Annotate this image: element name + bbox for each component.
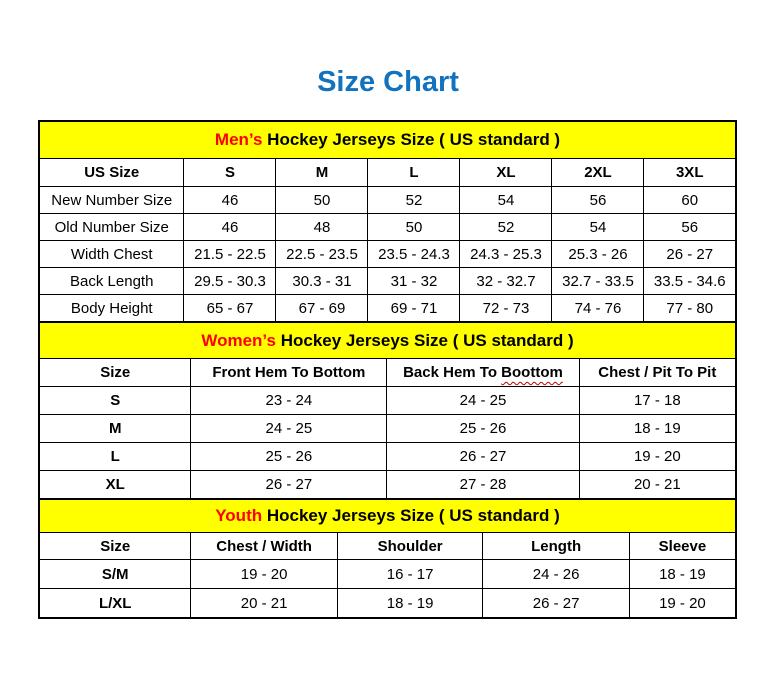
youth-cell: 18 - 19 (629, 560, 736, 589)
mens-data-row (39, 187, 736, 214)
youth-header-row (39, 533, 736, 560)
mens-row-label: Back Length (39, 268, 184, 295)
mens-cell: 30.3 - 31 (276, 268, 368, 295)
mens-cell: 29.5 - 30.3 (184, 268, 276, 295)
womens-data-row (39, 443, 736, 471)
mens-row-label: Width Chest (39, 241, 184, 268)
womens-banner (39, 322, 736, 359)
youth-banner-highlight: Youth (215, 506, 263, 525)
mens-cell: 60 (644, 187, 736, 214)
mens-size-table (38, 120, 737, 323)
youth-row-label: S/M (39, 560, 191, 589)
womens-cell: 25 - 26 (191, 443, 387, 471)
youth-cell: 24 - 26 (483, 560, 629, 589)
mens-cell: 48 (276, 214, 368, 241)
mens-header-row (39, 159, 736, 187)
mens-col-header: US Size (39, 159, 184, 187)
womens-cell: 24 - 25 (387, 387, 579, 415)
womens-cell: 27 - 28 (387, 471, 579, 500)
womens-cell: 18 - 19 (579, 415, 736, 443)
womens-cell: 17 - 18 (579, 387, 736, 415)
youth-row-label: L/XL (39, 589, 191, 619)
mens-data-row (39, 241, 736, 268)
mens-col-header: M (276, 159, 368, 187)
womens-header-row (39, 359, 736, 387)
mens-cell: 52 (460, 214, 552, 241)
womens-cell: 20 - 21 (579, 471, 736, 500)
womens-cell: 23 - 24 (191, 387, 387, 415)
youth-cell: 19 - 20 (629, 589, 736, 619)
youth-cell: 19 - 20 (191, 560, 337, 589)
mens-row-label: Old Number Size (39, 214, 184, 241)
youth-banner-row (39, 499, 736, 533)
page-title: Size Chart (317, 66, 459, 98)
mens-banner-row (39, 121, 736, 159)
youth-cell: 18 - 19 (337, 589, 483, 619)
womens-cell: 24 - 25 (191, 415, 387, 443)
mens-cell: 74 - 76 (552, 295, 644, 323)
womens-row-label: S (39, 387, 191, 415)
mens-data-row (39, 295, 736, 323)
womens-col-header: Chest / Pit To Pit (579, 359, 736, 387)
mens-data-row (39, 214, 736, 241)
mens-col-header: XL (460, 159, 552, 187)
womens-banner-text: Hockey Jerseys Size ( US standard ) (275, 330, 574, 350)
womens-data-row (39, 415, 736, 443)
mens-cell: 54 (460, 187, 552, 214)
womens-data-row (39, 471, 736, 500)
womens-col-header: Back Hem To Boottom (387, 359, 579, 387)
womens-row-label: L (39, 443, 191, 471)
mens-cell: 50 (368, 214, 460, 241)
womens-data-row (39, 387, 736, 415)
youth-banner (39, 499, 736, 533)
mens-cell: 56 (644, 214, 736, 241)
youth-col-header: Chest / Width (191, 533, 337, 560)
mens-cell: 24.3 - 25.3 (460, 241, 552, 268)
womens-banner-row (39, 322, 736, 359)
size-chart (38, 120, 737, 619)
youth-banner-text: Hockey Jerseys Size ( US standard ) (262, 506, 560, 525)
mens-cell: 77 - 80 (644, 295, 736, 323)
womens-col-header: Size (39, 359, 191, 387)
mens-col-header: 2XL (552, 159, 644, 187)
mens-cell: 31 - 32 (368, 268, 460, 295)
youth-cell: 26 - 27 (483, 589, 629, 619)
womens-size-table (38, 321, 737, 500)
womens-row-label: M (39, 415, 191, 443)
youth-cell: 20 - 21 (191, 589, 337, 619)
mens-cell: 50 (276, 187, 368, 214)
youth-size-table (38, 498, 737, 619)
womens-row-label: XL (39, 471, 191, 500)
youth-cell: 16 - 17 (337, 560, 483, 589)
mens-col-header: 3XL (644, 159, 736, 187)
mens-cell: 67 - 69 (276, 295, 368, 323)
mens-cell: 54 (552, 214, 644, 241)
womens-cell: 26 - 27 (387, 443, 579, 471)
mens-banner (39, 121, 736, 159)
mens-data-row (39, 268, 736, 295)
mens-cell: 21.5 - 22.5 (184, 241, 276, 268)
mens-cell: 33.5 - 34.6 (644, 268, 736, 295)
youth-col-header: Sleeve (629, 533, 736, 560)
mens-banner-text: Hockey Jerseys Size ( US standard ) (262, 130, 561, 149)
mens-cell: 52 (368, 187, 460, 214)
youth-col-header: Length (483, 533, 629, 560)
mens-cell: 32.7 - 33.5 (552, 268, 644, 295)
mens-cell: 25.3 - 26 (552, 241, 644, 268)
mens-cell: 32 - 32.7 (460, 268, 552, 295)
mens-row-label: New Number Size (39, 187, 184, 214)
womens-cell: 19 - 20 (579, 443, 736, 471)
mens-banner-highlight: Men’s (214, 130, 263, 149)
mens-cell: 46 (184, 187, 276, 214)
youth-data-row (39, 589, 736, 619)
misspelled-word: Boottom (501, 364, 563, 381)
womens-banner-highlight: Women’s (201, 330, 276, 350)
mens-col-header: L (368, 159, 460, 187)
youth-col-header: Size (39, 533, 191, 560)
womens-col-header: Front Hem To Bottom (191, 359, 387, 387)
youth-col-header: Shoulder (337, 533, 483, 560)
womens-cell: 26 - 27 (191, 471, 387, 500)
mens-cell: 56 (552, 187, 644, 214)
mens-col-header: S (184, 159, 276, 187)
mens-cell: 22.5 - 23.5 (276, 241, 368, 268)
mens-cell: 65 - 67 (184, 295, 276, 323)
mens-row-label: Body Height (39, 295, 184, 323)
mens-cell: 72 - 73 (460, 295, 552, 323)
womens-cell: 25 - 26 (387, 415, 579, 443)
mens-cell: 26 - 27 (644, 241, 736, 268)
youth-data-row (39, 560, 736, 589)
mens-cell: 23.5 - 24.3 (368, 241, 460, 268)
mens-cell: 69 - 71 (368, 295, 460, 323)
mens-cell: 46 (184, 214, 276, 241)
